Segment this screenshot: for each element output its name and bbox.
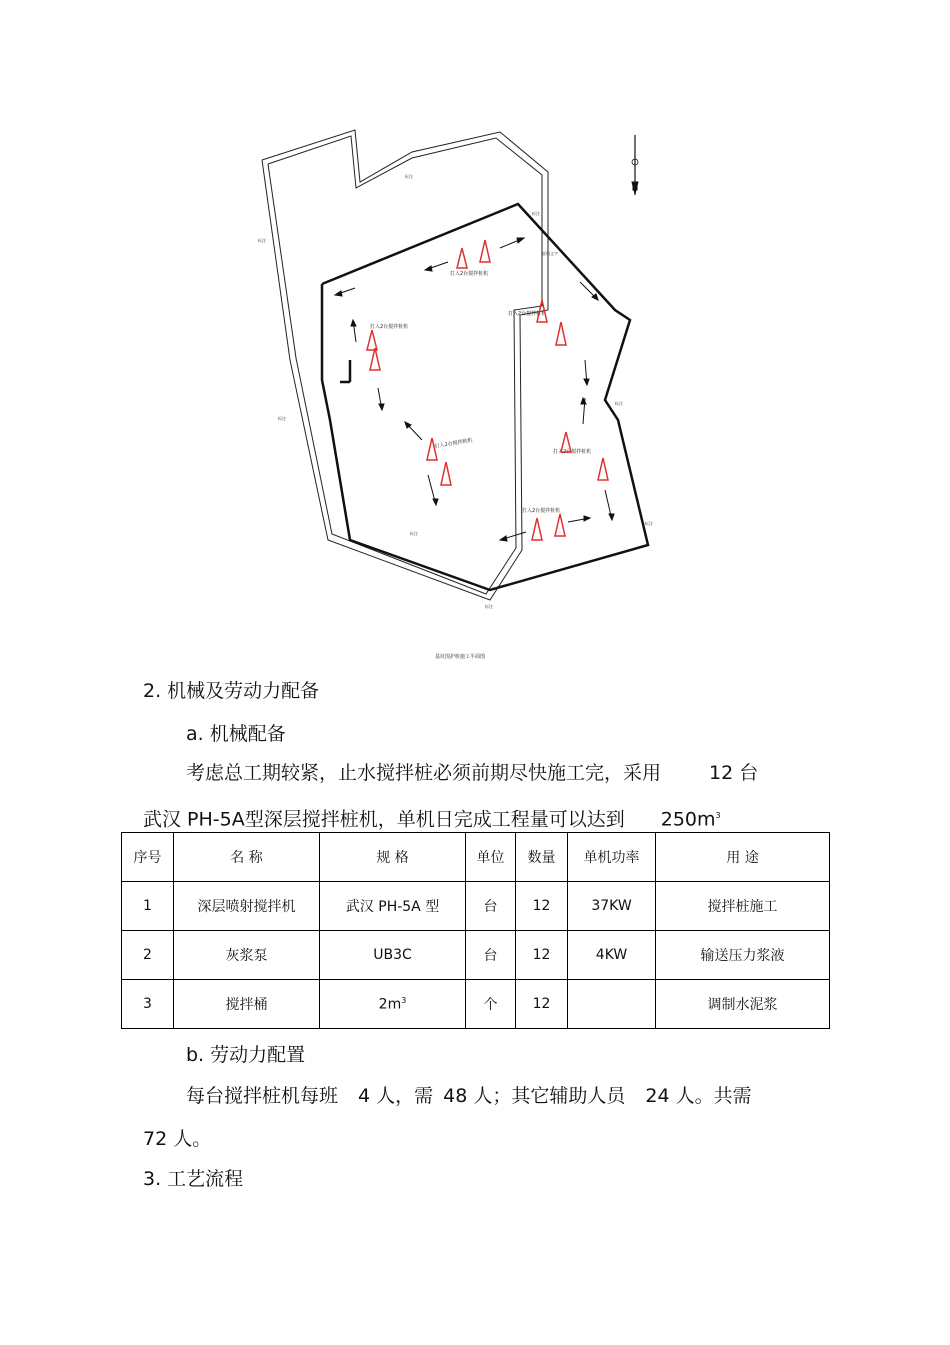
header-unit: 单位	[466, 833, 516, 882]
table-cell	[320, 980, 466, 1029]
paragraph-a-line2-volume: 250m	[660, 808, 716, 831]
svg-text:说明文字: 说明文字	[542, 251, 558, 256]
table-cell: 搅拌桩施工	[656, 882, 830, 931]
table-cell: 调制水泥浆	[656, 980, 830, 1029]
subsection-a-title: a. 机械配备	[186, 723, 286, 745]
table-cell: 12	[516, 882, 568, 931]
svg-text:标注: 标注	[405, 174, 413, 179]
site-plan-drawing	[250, 120, 670, 665]
svg-text:打入2台搅拌桩机: 打入2台搅拌桩机	[553, 449, 592, 455]
paragraph-b-seg1: 每台搅拌桩机每班	[186, 1085, 339, 1107]
svg-text:标注: 标注	[410, 531, 418, 536]
paragraph-b-line2: 72 人。	[143, 1128, 212, 1150]
header-quantity: 数量	[516, 833, 568, 882]
rig-labels	[370, 270, 591, 514]
section-2-title: 2. 机械及劳动力配备	[143, 680, 320, 702]
svg-text:标注: 标注	[532, 211, 540, 216]
table-cell: 搅拌桶	[174, 980, 320, 1029]
table-cell: 4KW	[568, 931, 656, 980]
table-cell: 灰浆泵	[174, 931, 320, 980]
table-cell: 12	[516, 980, 568, 1029]
table-cell: 台	[466, 882, 516, 931]
section-3-title: 3. 工艺流程	[143, 1168, 244, 1190]
table-cell: 1	[122, 882, 174, 931]
outer-boundary	[262, 130, 548, 600]
svg-text:标注: 标注	[278, 416, 286, 421]
paragraph-a-line1-text: 考虑总工期较紧，止水搅拌桩必须前期尽快施工完，采用	[186, 762, 662, 784]
paragraph-b-seg4: 24 人。共需	[645, 1085, 752, 1107]
table-cell: 2	[122, 931, 174, 980]
svg-text:打入2台搅拌桩机: 打入2台搅拌桩机	[508, 311, 547, 317]
paragraph-b-line1	[186, 1084, 752, 1108]
table-cell: 武汉 PH-5A 型	[320, 882, 466, 931]
rig-markers	[367, 240, 608, 540]
svg-text:标注: 标注	[645, 521, 653, 526]
table-cell: 37KW	[568, 882, 656, 931]
table-header-row	[122, 833, 830, 882]
paragraph-a-line1-count: 12 台	[709, 762, 759, 784]
direction-arrows	[335, 238, 614, 541]
table-row	[122, 931, 830, 980]
paragraph-a-line2-sup: 3	[715, 811, 721, 820]
subsection-b-title: b. 劳动力配置	[186, 1044, 306, 1066]
table-cell: 深层喷射搅拌机	[174, 882, 320, 931]
table-cell: 个	[466, 980, 516, 1029]
svg-text:打入2台搅拌桩机: 打入2台搅拌桩机	[522, 508, 561, 514]
paragraph-b-seg3: 48 人；其它辅助人员	[443, 1085, 626, 1107]
table-cell: 输送压力浆液	[656, 931, 830, 980]
plan-caption: 基坑围护桩施工平面图	[435, 654, 486, 660]
table-cell: 3	[122, 980, 174, 1029]
table-cell: 12	[516, 931, 568, 980]
paragraph-a-line1	[186, 761, 758, 785]
table-cell: 台	[466, 931, 516, 980]
north-arrow-icon	[632, 135, 638, 195]
svg-text:标注: 标注	[615, 401, 623, 406]
table-row	[122, 882, 830, 931]
table-row	[122, 980, 830, 1029]
svg-text:打入2台搅拌桩机: 打入2台搅拌桩机	[434, 437, 473, 450]
plan-annotations	[258, 173, 653, 609]
table-cell: UB3C	[320, 931, 466, 980]
header-spec: 规 格	[320, 833, 466, 882]
spec-sup: 3	[401, 995, 407, 1005]
header-index: 序号	[122, 833, 174, 882]
paragraph-a-line2	[143, 804, 721, 831]
header-power: 单机功率	[568, 833, 656, 882]
equipment-table	[121, 832, 830, 1029]
header-usage: 用 途	[656, 833, 830, 882]
paragraph-a-line2-text: 武汉 PH-5A型深层搅拌桩机，单机日完成工程量可以达到	[143, 808, 625, 831]
svg-text:标注: 标注	[485, 604, 493, 609]
header-name: 名 称	[174, 833, 320, 882]
svg-text:打入2台搅拌桩机: 打入2台搅拌桩机	[370, 324, 409, 330]
spec-value: 2m	[378, 996, 402, 1013]
svg-text:打入2台搅拌桩机: 打入2台搅拌桩机	[450, 271, 489, 277]
table-cell	[568, 980, 656, 1029]
svg-text:标注: 标注	[258, 238, 266, 243]
paragraph-b-seg2: 4 人，需	[358, 1085, 434, 1107]
